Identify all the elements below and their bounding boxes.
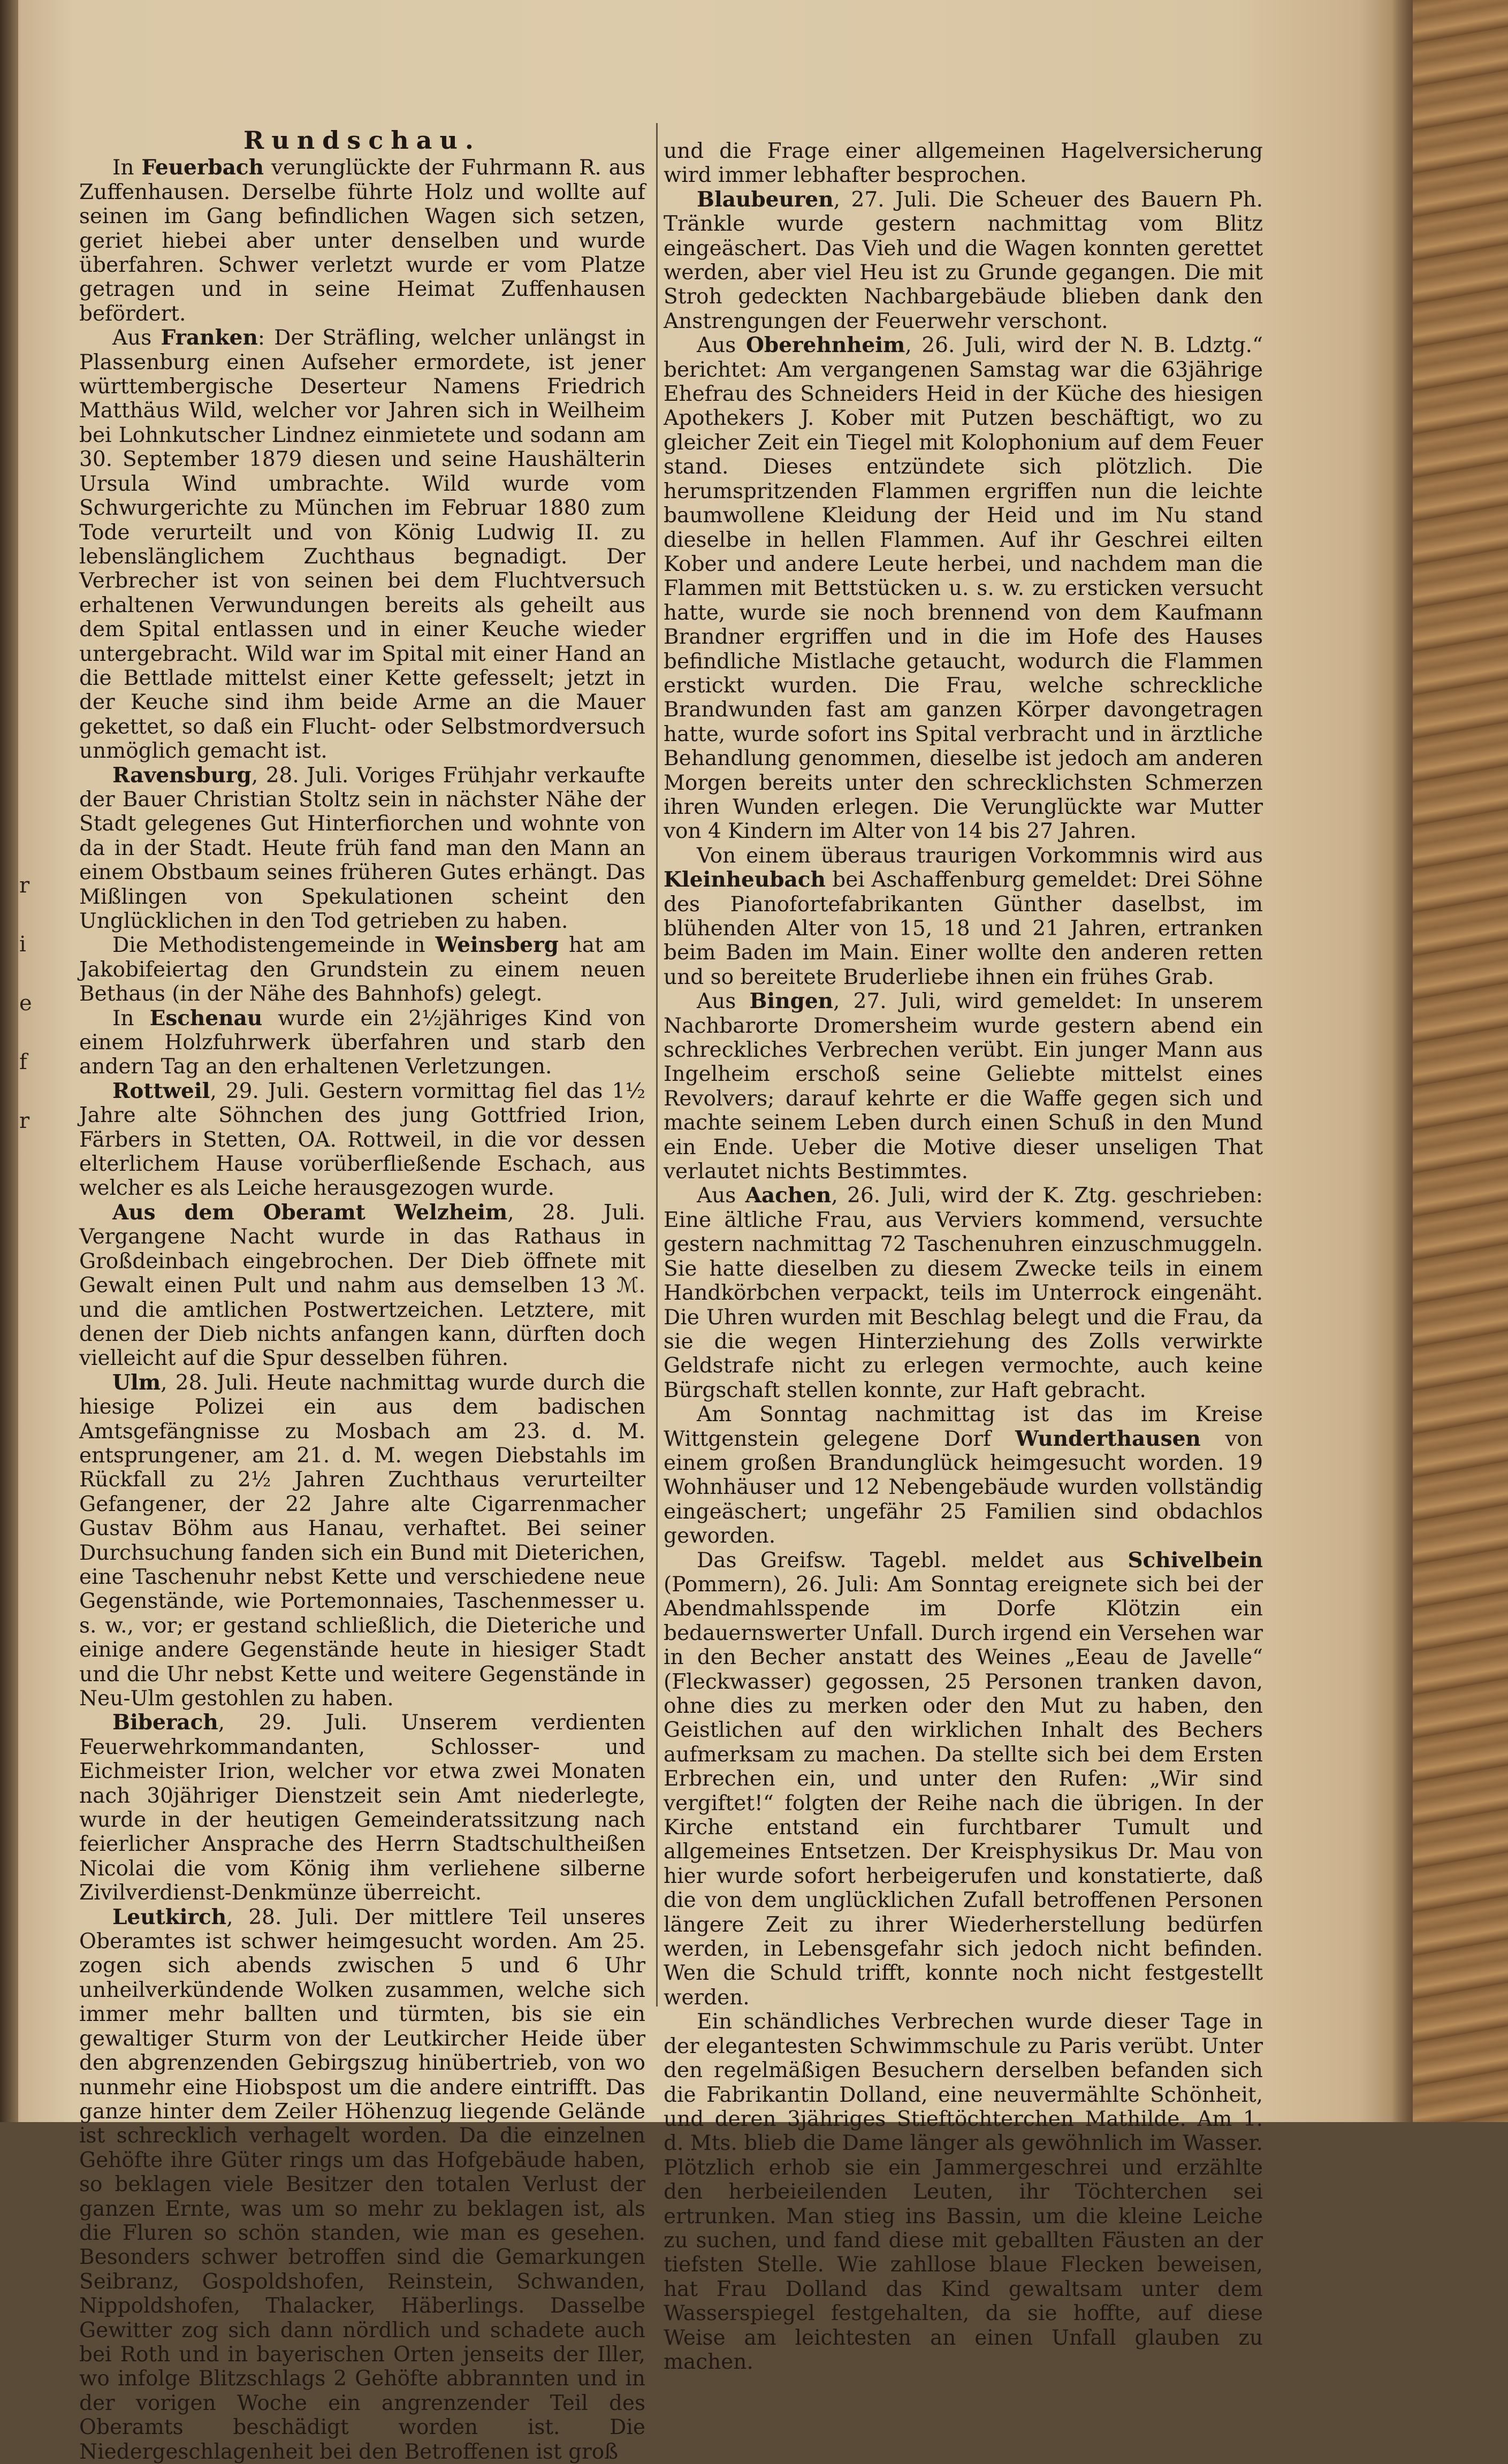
- article-lead: Die Methodistengemeinde in: [112, 933, 436, 958]
- article-paragraph: [664, 1548, 1263, 2010]
- article-place: Feuerbach: [141, 155, 264, 180]
- article-text: , 28. Juli. Der mittlere Teil unseres Oberamtes ist schwer heimgesucht worden. Am 25. zogen sich abends zwischen 5 und 6 Uhr unheilverkündende Wolken zusammen, welche sich immer mehr ballten und türmten, bis sie ein gewaltiger Sturm von der Leutkircher Heide über den abgrenzenden Gebirgszug hinübertrieb, von wo nunmehr eine Hiobspost um die andere eintrifft. Das ganze hinter dem Zeiler Höhenzug liegende Gelände ist schrecklich verhagelt worden. Da die einzelnen Gehöfte ihre Güter rings um das Hofgebäude haben, so beklagen viele Besitzer den totalen Verlust der ganzen Ernte, was um so mehr zu beklagen ist, als die Fluren so schön standen, wie man es gesehen. Besonders schwer betroffen sind die Gemarkungen Seibranz, Gospoldshofen, Reinstein, Schwanden, Nippoldshofen, Thalacker, Häberlings. Dasselbe Gewitter zog sich dann nördlich und schadete auch bei Roth und in bayerischen Orten jenseits der Iller, wo infolge Blitzschlags 2 Gehöfte abbrannten und in der vorigen Woche ein angrenzender Teil des Oberamts beschädigt worden ist. Die Niedergeschlagenheit bei den Betroffenen ist groß: [79, 1905, 645, 2464]
- binding-gutter: [0, 0, 18, 2122]
- cut-off-edge-letters: [19, 856, 32, 1150]
- article-text: wurde ein 2½jähriges Kind von einem Holzfuhrwerk überfahren und starb den andern Tag an den erhaltenen Verletzungen.: [79, 1006, 646, 1079]
- article-lead: Ein schändliches Verbrechen wurde dieser Tage in der elegantesten Schwimmschule zu Paris verübt. Unter den regelmäßigen Besuchern derselben befanden sich die Fabrikantin Dolland, eine neuvermählte Schönheit, und deren 3jähriges Stieftöchterchen Mathilde. Am 1. d. Mts. blieb die Dame länger als gewöhnlich im Wasser. Plötzlich erhob sie ein Jammergeschrei und erzählte den herbeieilenden Leuten, ihr Töchterchen sei ertrunken. Man stieg ins Bassin, um die kleine Leiche zu suchen, und fand diese mit geballten Fäusten an der tiefsten Stelle. Wie zahllose blaue Flecken beweisen, hat Frau Dolland das Kind gewaltsam unter dem Wasserspiegel festgehalten, da sie hoffte, auf diese Weise am leichtesten an einen Unfall glauben zu machen.: [664, 2010, 1263, 2374]
- article-lead: und die Frage einer allgemeinen Hagelversicherung wird immer lebhafter besprochen.: [664, 139, 1263, 188]
- article-place: Schivelbein: [1128, 1547, 1263, 1573]
- article-place: Franken: [161, 325, 258, 350]
- article-text: verunglückte der Fuhrmann R. aus Zuffenhausen. Derselbe führte Holz und wollte auf seinen im Gang befindlichen Wagen sich setzen, geriet hiebei aber unter denselben und wurde überfahren. Schwer verletzt wurde er vom Platze getragen und in seine Heimat Zuffenhausen befördert.: [79, 156, 645, 326]
- article-paragraph: [79, 1711, 645, 1905]
- page-shadow: [1391, 0, 1415, 2122]
- article-place: Blaubeuren: [697, 187, 834, 212]
- article-lead: In: [112, 156, 142, 180]
- article-text: hat am Jakobifeiertag den Grundstein zu einem neuen Bethaus (in der Nähe des Bahnhofs) gelegt.: [79, 933, 645, 1006]
- article-place: Aachen: [745, 1183, 832, 1208]
- edge-letter: i: [19, 932, 26, 957]
- article-paragraph: [664, 1184, 1263, 1402]
- article-text: , 29. Juli. Gestern vormittag fiel das 1½ Jahre alte Söhnchen des jung Gottfried Irion, Färbers in Stetten, OA. Rottweil, in die vor dessen elterlichem Hause vorüberfließende Eschach, aus welcher es als Leiche herausgezogen wurde.: [79, 1079, 645, 1201]
- article-lead: Aus: [697, 333, 746, 358]
- left-column: [79, 128, 645, 2464]
- article-paragraph: [664, 1402, 1263, 1548]
- right-articles: [664, 139, 1263, 2374]
- article-place: Rottweil: [112, 1078, 210, 1103]
- article-text: von einem großen Brandunglück heimgesucht worden. 19 Wohnhäuser und 12 Nebengebäude wurden vollständig eingeäschert; ungefähr 25 Familien sind obdachlos geworden.: [664, 1426, 1263, 1548]
- article-place: Ulm: [112, 1370, 161, 1395]
- article-paragraph: [664, 333, 1263, 844]
- page-title: Rundschau.: [243, 126, 481, 155]
- article-text: bei Aschaffenburg gemeldet: Drei Söhne des Pianofortefabrikanten Günther daselbst, im blühenden Alter von 15, 18 und 21 Jahren, ertranken beim Baden im Main. Einer wollte den anderen retten und so bereitete Bruderliebe ihnen ein frühes Grab.: [664, 868, 1263, 989]
- article-lead: Aus: [697, 1184, 745, 1208]
- article-lead: In: [112, 1006, 150, 1031]
- article-text: , 27. Juli. Die Scheuer des Bauern Ph. Tränkle wurde gestern nachmittag vom Blitz eingeäschert. Das Vieh und die Wagen konnten gerettet werden, aber viel Heu ist zu Grunde gegangen. Die mit Stroh gedeckten Nachbargebäude blieben dank den Anstrengungen der Feuerwehr verschont.: [664, 187, 1263, 333]
- column-rule: [656, 123, 658, 2007]
- article-paragraph: [79, 156, 645, 326]
- article-place: Eschenau: [149, 1005, 263, 1031]
- right-column: [664, 139, 1263, 2374]
- article-paragraph: [79, 1201, 645, 1371]
- article-text: , 29. Juli. Unserem verdienten Feuerwehrkommandanten, Schlosser- und Eichmeister Irion, welcher vor etwa zwei Monaten nach 30jähriger Dienstzeit sein Amt niederlegte, wurde in der heutigen Gemeinderatssitzung nach feierlicher Ansprache des Herrn Stadtschultheißen Nicolai die vom König ihm verliehene silberne Zivilverdienst-Denkmünze überreicht.: [79, 1711, 645, 1905]
- article-paragraph: [79, 1905, 645, 2464]
- article-lead: Das Greifsw. Tagebl. meldet aus: [697, 1548, 1128, 1573]
- edge-letter: r: [19, 1109, 30, 1133]
- article-paragraph: [664, 989, 1263, 1184]
- article-place: Bingen: [749, 989, 834, 1014]
- article-place: Weinsberg: [435, 933, 559, 958]
- article-paragraph: [664, 188, 1263, 333]
- article-paragraph: [79, 1006, 645, 1079]
- article-text: , 26. Juli, wird der N. B. Ldztg.“ berichtet: Am vergangenen Samstag war die 63jährige Ehefrau des Schneiders Heid in der Küche des hiesigen Apothekers J. Kober mit Putzen beschäftigt, wo zu gleicher Zeit ein Tiegel mit Kolophonium auf dem Feuer stand. Dieses entzündete sich plötzlich. Die herumspritzenden Flammen ergriffen nun die leichte baumwollene Kleidung der Heid und im Nu stand dieselbe in hellen Flammen. Auf ihr Geschrei eilten Kober und andere Leute herbei, und nachdem man die Flammen mit Bettstücken u. s. w. zu ersticken versucht hatte, wurde sie noch brennend von dem Kaufmann Brandner ergriffen und in die im Hofe des Hauses befindliche Mistlache getaucht, wodurch die Flammen erstickt wurden. Die Frau, welche schreckliche Brandwunden fast am ganzen Körper davongetragen hatte, wurde sofort ins Spital verbracht und in ärztliche Behandlung genommen, dieselbe ist jedoch am anderen Morgen bereits unter den schrecklichsten Schmerzen ihren Wunden erlegen. Die Verunglückte war Mutter von 4 Kindern im Alter von 14 bis 27 Jahren.: [664, 333, 1263, 844]
- article-place: Kleinheubach: [664, 867, 826, 892]
- article-text: , 28. Juli. Voriges Frühjahr verkaufte der Bauer Christian Stoltz sein in nächster Nähe der Stadt gelegenes Gut Hinterfiorchen und wohnte von da in der Stadt. Heute früh fand man den Mann an einem Obstbaum seines früheren Gutes erhängt. Das Mißlingen von Spekulationen scheint den Unglücklichen in den Tod getrieben zu haben.: [79, 763, 645, 933]
- article-paragraph: [79, 1079, 645, 1201]
- article-paragraph: [79, 326, 645, 763]
- edge-letter: e: [19, 991, 32, 1016]
- article-paragraph: [664, 844, 1263, 989]
- article-paragraph: [79, 1371, 645, 1711]
- article-place: Ravensburg: [112, 762, 252, 788]
- edge-letter: r: [19, 873, 30, 898]
- article-place: Biberach: [112, 1710, 218, 1735]
- left-articles: [79, 156, 645, 2464]
- article-paragraph: [79, 933, 645, 1006]
- article-lead: Von einem überaus traurigen Vorkommnis wird aus: [697, 843, 1263, 868]
- article-place: Oberehnheim: [745, 333, 905, 358]
- article-text: , 27. Juli, wird gemeldet: In unserem Nachbarorte Dromersheim wurde gestern abend ein schreckliches Verbrechen verübt. Ein junger Mann aus Ingelheim erschoß seine Geliebte mittelst eines Revolvers; darauf kehrte er die Waffe gegen sich und machte seinem Leben durch einen Schuß in den Mund ein Ende. Ueber die Motive dieser unseligen That verlautet nichts Bestimmtes.: [664, 989, 1263, 1184]
- article-place: Leutkirch: [112, 1904, 227, 1929]
- article-text: , 26. Juli, wird der K. Ztg. geschrieben: Eine ältliche Frau, aus Verviers kommend, versuchte gestern nachmittag 72 Taschenuhren einzuschmuggeln. Sie hatte dieselben zu diesem Zwecke teils in einem Handkörbchen verpackt, teils im Unterrock eingenäht. Die Uhren wurden mit Beschlag belegt und die Frau, da sie die wegen Hinterziehung des Zolls verwirkte Geldstrafe nicht zu erlegen vermochte, auch keine Bürgschaft stellen konnte, zur Haft gebracht.: [664, 1184, 1263, 1402]
- article-lead: Aus: [112, 326, 161, 350]
- article-paragraph: [664, 139, 1263, 188]
- article-paragraph: [79, 764, 645, 934]
- article-paragraph: [664, 2010, 1263, 2374]
- article-text: (Pommern), 26. Juli: Am Sonntag ereignete sich bei der Abendmahlsspende im Dorfe Klötzin ein bedauernswerter Unfall. Durch irgend ein Versehen war in den Becher anstatt des Weines „Eeau de Javelle“ (Fleckwasser) gegossen, 25 Personen tranken davon, ohne dies zu merken oder den Mut zu haben, den Geistlichen auf den wirklichen Inhalt des Bechers aufmerksam zu machen. Da stellte sich bei dem Ersten Erbrechen ein, und unter den Rufen: „Wir sind vergiftet!“ folgten der Reihe nach die übrigen. In der Kirche entstand ein furchtbarer Tumult und allgemeines Entsetzen. Der Kreisphysikus Dr. Mau von hier wurde sofort herbeigerufen und konstatierte, daß die von dem unglücklichen Zufall betroffenen Personen längere Zeit zu ihrer Wiederherstellung bedürfen werden, in Lebensgefahr sich jedoch nicht befinden. Wen die Schuld trifft, konnte noch nicht festgestellt werden.: [664, 1572, 1263, 2010]
- edge-letter: f: [19, 1050, 27, 1074]
- article-place: Wunderthausen: [1015, 1426, 1201, 1451]
- article-text: , 28. Juli. Heute nachmittag wurde durch die hiesige Polizei ein aus dem badischen Amtsgefängnisse zu Mosbach am 23. d. M. entsprungener, am 21. d. M. wegen Diebstahls im Rückfall zu 2½ Jahren Zuchthaus verurteilter Gefangener, der 22 Jahre alte Cigarrenmacher Gustav Böhm aus Hanau, verhaftet. Bei seiner Durchsuchung fanden sich ein Bund mit Dieterichen, eine Taschenuhr nebst Kette und verschiedene neue Gegenstände, wie Portemonnaies, Taschenmesser u. s. w., vor; er gestand schließlich, die Dieteriche und einige andere Gegenstände heute in hiesiger Stadt und die Uhr nebst Kette und weitere Gegenstände in Neu-Ulm gestohlen zu haben.: [79, 1370, 645, 1711]
- article-lead: Aus: [697, 989, 750, 1014]
- article-place: Aus dem Oberamt Welzheim: [112, 1200, 508, 1225]
- article-text: : Der Sträfling, welcher unlängst in Plassenburg einen Aufseher ermordete, ist jener württembergische Deserteur Namens Friedrich Matthäus Wild, welcher vor Jahren sich in Weilheim bei Lohnkutscher Lindnez einmietete und sodann am 30. September 1879 diesen und seine Haushälterin Ursula Wind umbrachte. Wild wurde vom Schwurgerichte zu München im Februar 1880 zum Tode verurteilt und von König Ludwig II. zu lebenslänglichem Zuchthaus begnadigt. Der Verbrecher ist von seinen bei dem Fluchtversuch erhaltenen Verwundungen bereits als geheilt aus dem Spital entlassen und in einer Keuche wieder untergebracht. Wild war im Spital mit einer Hand an die Bettlade mittelst einer Kette gefesselt; jetzt in der Keuche sind ihm beide Arme an die Mauer gekettet, so daß ein Flucht- oder Selbstmordversuch unmöglich gemacht ist.: [79, 326, 645, 764]
- article-text: , 28. Juli. Vergangene Nacht wurde in das Rathaus in Großdeinbach eingebrochen. Der Dieb öffnete mit Gewalt einen Pult und nahm aus demselben 13 ℳ. und die amtlichen Postwertzeichen. Letztere, mit denen der Dieb nichts anfangen kann, dürften doch vielleicht auf die Spur desselben führen.: [79, 1200, 646, 1371]
- book-spine: [1413, 0, 1508, 2122]
- article-lead: Am Sonntag nachmittag ist das im Kreise Wittgenstein gelegene Dorf: [664, 1402, 1263, 1451]
